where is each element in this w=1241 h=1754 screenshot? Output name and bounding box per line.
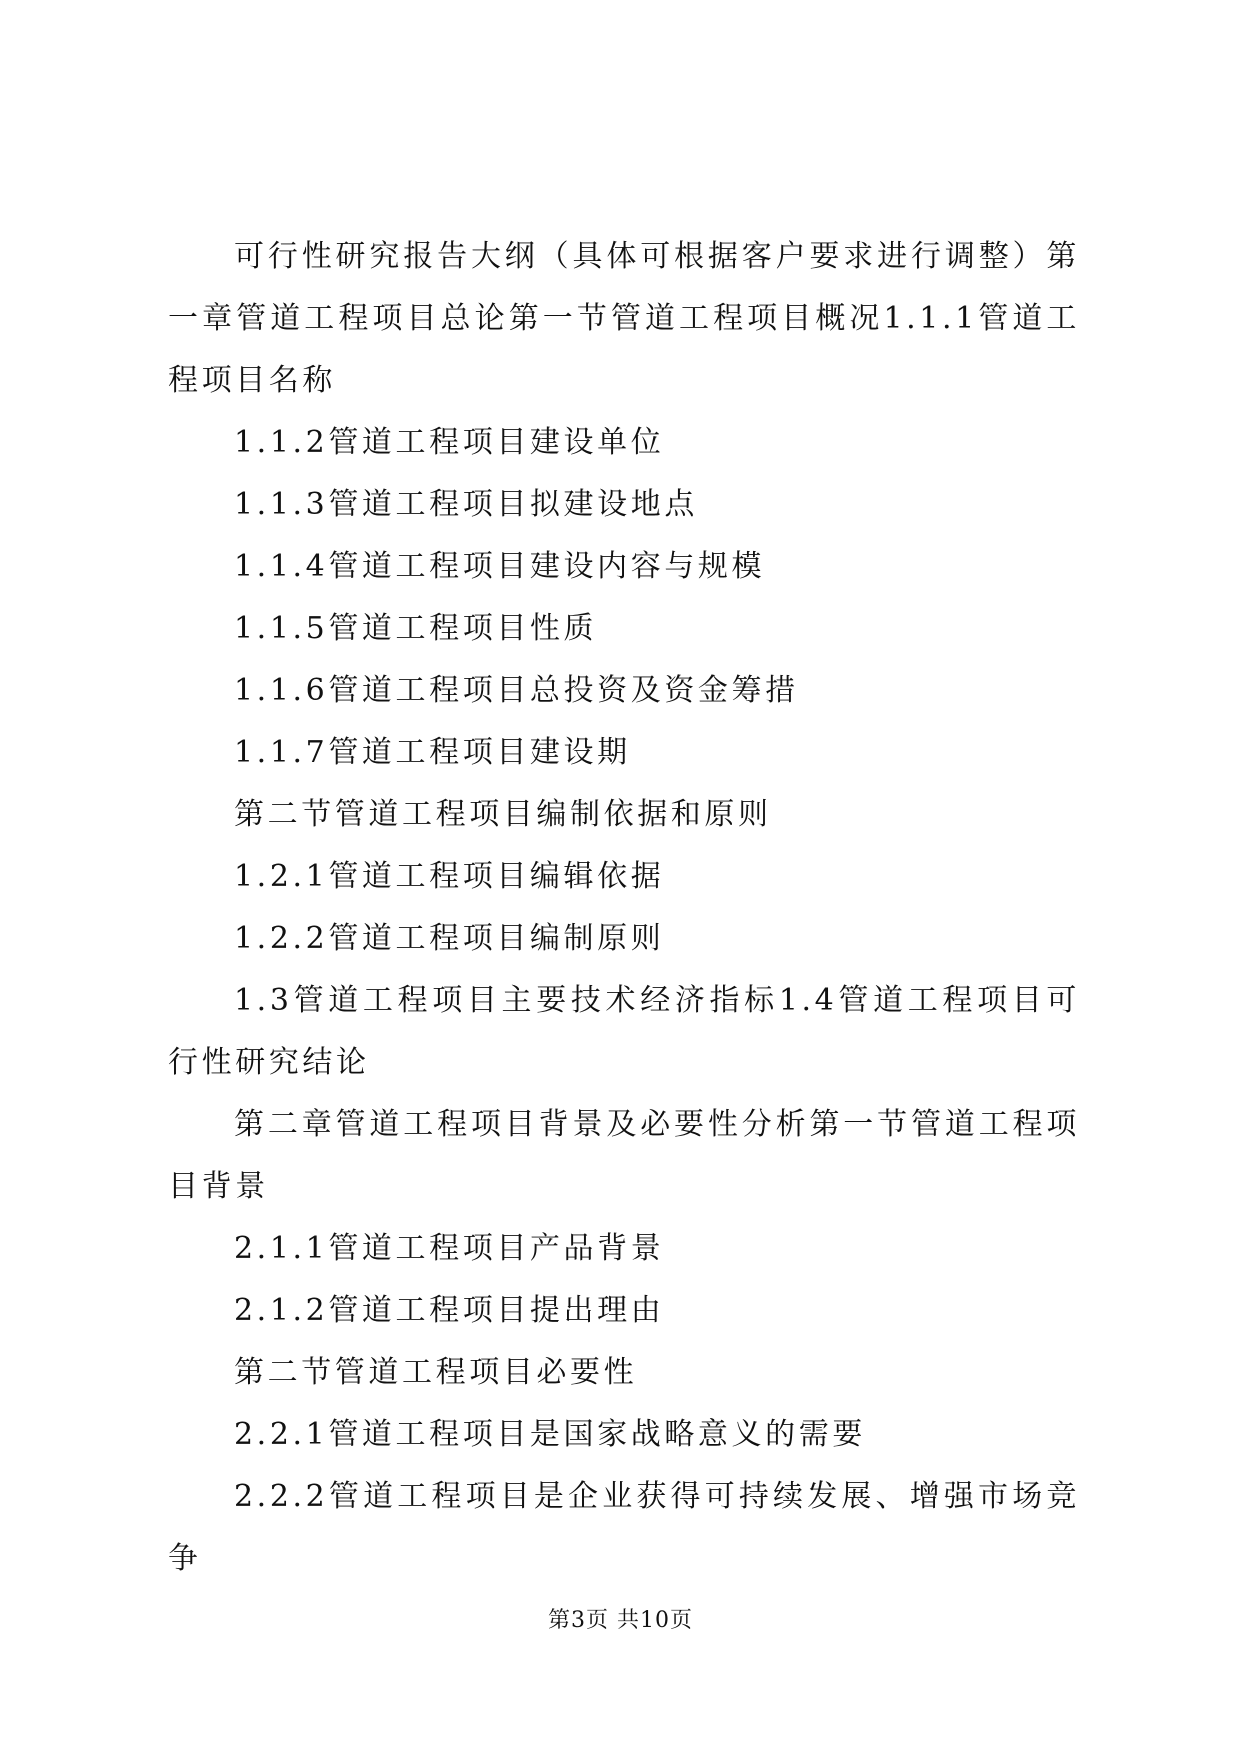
paragraph: 2.2.1管道工程项目是国家战略意义的需要 [234,1417,866,1452]
paragraph: 1.2.1管道工程项目编辑依据 [234,859,665,894]
paragraph: 2.1.1管道工程项目产品背景 [234,1231,665,1266]
paragraph: 1.1.4管道工程项目建设内容与规模 [234,549,766,584]
paragraph: 可行性研究报告大纲（具体可根据客户要求进行调整）第一章管道工程项目总论第一节管道工程项目概况1.1.1管道工程项目名称 [168,239,1080,398]
paragraph: 1.1.7管道工程项目建设期 [234,735,631,770]
paragraph: 1.1.5管道工程项目性质 [234,611,598,646]
paragraph: 1.1.6管道工程项目总投资及资金筹措 [234,673,799,708]
document-body [168,226,1080,1590]
paragraph: 2.1.2管道工程项目提出理由 [234,1293,665,1328]
paragraph: 1.1.3管道工程项目拟建设地点 [234,487,698,522]
paragraph: 2.2.2管道工程项目是企业获得可持续发展、增强市场竞争 [168,1479,1080,1576]
paragraph: 1.2.2管道工程项目编制原则 [234,921,665,956]
section-heading: 第二节管道工程项目编制依据和原则 [234,797,772,832]
page-number-footer: 第3页 共10页 [548,1608,693,1633]
paragraph: 1.1.2管道工程项目建设单位 [234,425,665,460]
chapter-heading: 第二章管道工程项目背景及必要性分析第一节管道工程项目背景 [168,1107,1080,1204]
section-heading: 第二节管道工程项目必要性 [234,1355,638,1390]
paragraph: 1.3管道工程项目主要技术经济指标1.4管道工程项目可行性研究结论 [168,983,1080,1080]
